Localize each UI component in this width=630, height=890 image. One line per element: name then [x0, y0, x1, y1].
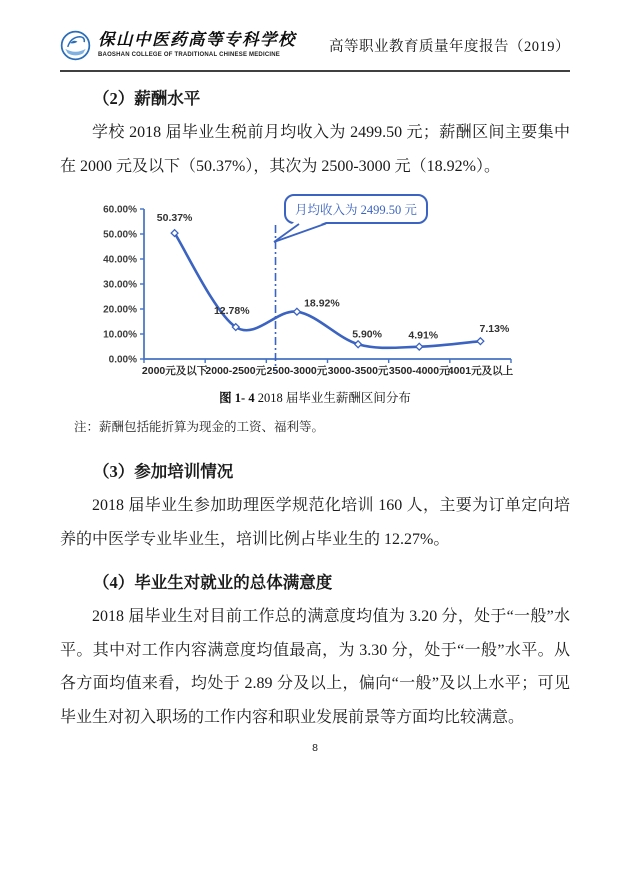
satisfaction-paragraph: 2018 届毕业生对目前工作总的满意度均值为 3.20 分，处于“一般”水平。其中对工作内容满意度均值最高，为 3.30 分，处于“一般”水平。从各方面均值来看，均处于 2.89 分及以上，偏向“一般”及以上水平；可见毕业生对初入职场的工作内容和职业发展前景等方面均比较满意。 — [60, 608, 570, 726]
data-label: 4.91% — [408, 329, 439, 342]
salary-paragraph: 学校 2018 届毕业生税前月均收入为 2499.50 元；薪酬区间主要集中在 2000 元及以下（50.37%），其次为 2500-3000 元（18.92%）。 — [60, 124, 570, 175]
college-name-en: BAOSHAN COLLEGE OF TRADITIONAL CHINESE MEDICINE — [98, 51, 280, 58]
y-tick-label: 10.00% — [103, 329, 137, 341]
college-name-cn: 保山中医药高等专科学校 — [98, 30, 296, 50]
data-point-marker — [355, 341, 362, 348]
x-tick-label: 2500-3000元 — [266, 365, 328, 377]
college-name-block — [98, 32, 296, 58]
data-label: 50.37% — [156, 212, 193, 225]
data-label: 7.13% — [479, 323, 510, 336]
figure-caption-title: 2018 届毕业生薪酬区间分布 — [257, 391, 411, 405]
salary-chart — [60, 187, 568, 385]
training-paragraph: 2018 届毕业生参加助理医学规范化培训 160 人，主要为订单定向培养的中医学专业毕业生，培训比例占毕业生的 12.27%。 — [60, 497, 570, 548]
college-brand — [60, 30, 296, 61]
chart-axes — [144, 209, 511, 359]
callout-text: 月均收入为 2499.50 元 — [295, 203, 417, 217]
data-point-marker — [477, 338, 484, 345]
y-tick-label: 20.00% — [103, 304, 137, 316]
x-tick-label: 2000-2500元 — [205, 365, 267, 377]
y-tick-label: 30.00% — [103, 279, 137, 291]
data-label: 5.90% — [352, 328, 382, 341]
x-tick-label: 3500-4000元 — [388, 365, 450, 377]
data-label: 18.92% — [304, 297, 340, 310]
y-tick-label: 0.00% — [108, 354, 137, 366]
section-heading-satisfaction: （4）毕业生对就业的总体满意度 — [93, 573, 333, 592]
x-tick-label: 3000-3500元 — [327, 365, 389, 377]
y-tick-label: 40.00% — [103, 254, 137, 266]
data-label: 12.78% — [213, 305, 250, 318]
figure-note: 注：薪酬包括能折算为现金的工资、福利等。 — [74, 420, 325, 434]
figure-caption-label: 图 1- 4 — [219, 391, 255, 405]
data-point-marker — [416, 343, 423, 350]
figure-caption — [60, 388, 570, 406]
y-tick-label: 60.00% — [103, 204, 137, 216]
data-point-marker — [294, 308, 301, 315]
college-logo-icon — [60, 30, 91, 61]
y-tick-label: 50.00% — [103, 229, 137, 241]
page-header — [60, 26, 570, 72]
x-tick-label: 4001元及以上 — [447, 365, 514, 377]
report-title: 高等职业教育质量年度报告（2019） — [329, 38, 570, 55]
section-heading-salary: （2）薪酬水平 — [93, 89, 201, 108]
section-heading-training: （3）参加培训情况 — [93, 462, 234, 481]
x-tick-label: 2000元及以下 — [141, 365, 208, 377]
page-number: 8 — [312, 742, 318, 754]
